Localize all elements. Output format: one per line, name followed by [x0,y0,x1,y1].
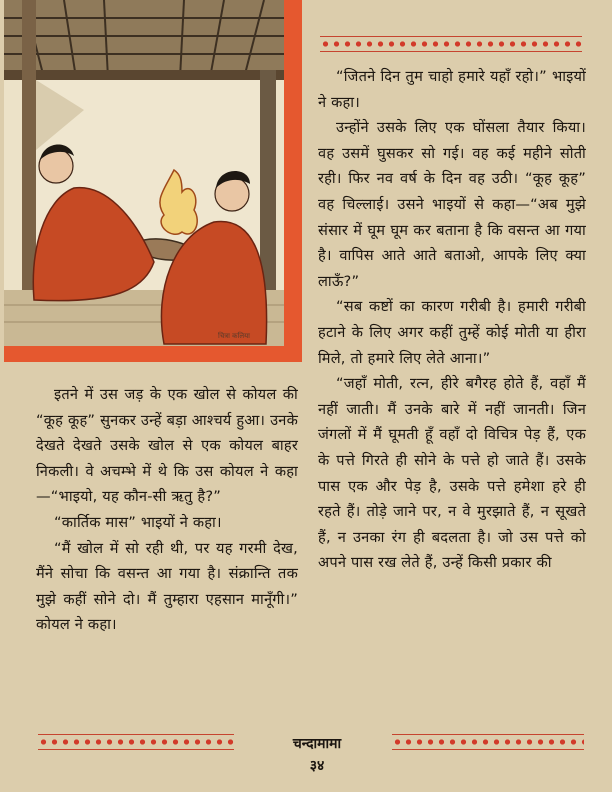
paragraph: “जितने दिन तुम चाहो हमारे यहाँ रहो।” भाइयों ने कहा। [318,68,586,111]
two-brothers-with-fire-illustration [4,0,302,362]
story-illustration [4,0,302,362]
magazine-title: चन्दामामा [292,736,342,752]
right-column-text [318,64,586,576]
paragraph: “मैं खोल में सो रही थी, पर यह गरमी देख, मैंने सोचा कि वसन्त आ गया है। संक्रान्ति तक मुझे कहीं सोने दो। मैं तुम्हारा एहसान मानूँगी।” कोयल ने कहा। [36,539,298,634]
page-number: ३४ [309,758,325,774]
paragraph: “जहाँ मोती, रत्न, हीरे बगैरह होते हैं, वहाँ मैं नहीं जाती। मैं उनके बारे में नहीं जानती। जिन जंगलों में मैं घूमती हूँ वहाँ दो विचित्र पेड़ हैं, एक के पत्ते गिरते ही सोने के पत्ते हो जाते हैं। उसके पास एक और पेड़ है, उसके पत्ते हमेशा हरे ही रहते हैं। तोड़े जाने पर, न वे मुरझाते हैं, न सूखते हैं, न उनका रंग ही बदलता है। जो उस पत्ते को अपने पास रख लेते हैं, उन्हें किसी प्रकार की [318,375,586,572]
left-column-text [36,382,298,638]
artist-signature: चित्रा कलिया [218,332,250,340]
decorative-border-bottom-left [38,734,234,750]
paragraph: इतने में उस जड़ के एक खोल से कोयल की “कूह कूह” सुनकर उन्हें बड़ा आश्चर्य हुआ। उनके देखते देखते उसके खोल से एक कोयल बाहर निकली। वे अचम्भे में थे कि उस कोयल ने कहा—“भाइयो, यह कौन-सी ऋतु है?” [36,386,298,506]
decorative-border-bottom-right [392,734,584,750]
paragraph: उन्होंने उसके लिए एक घोंसला तैयार किया। वह उसमें घुसकर सो गई। वह कई महीने सोती रही। फिर नव वर्ष के दिन वह उठी। “कूह कूह” वह चिल्लाई। उसने भाइयों से कहा—“अब मुझे संसार में घूम घूम कर बताना है कि वसन्त आ गया है। वापिस आते आते बताओ, आपके लिए क्या लाऊँ?” [318,119,586,290]
paragraph: “कार्तिक मास” भाइयों ने कहा। [54,513,222,531]
decorative-border-top-right [320,36,582,52]
paragraph: “सब कष्टों का कारण गरीबी है। हमारी गरीबी हटाने के लिए अगर कहीं तुम्हें कोई मोती या हीरा मिले, तो हमारे लिए लेते आना।” [318,298,586,367]
